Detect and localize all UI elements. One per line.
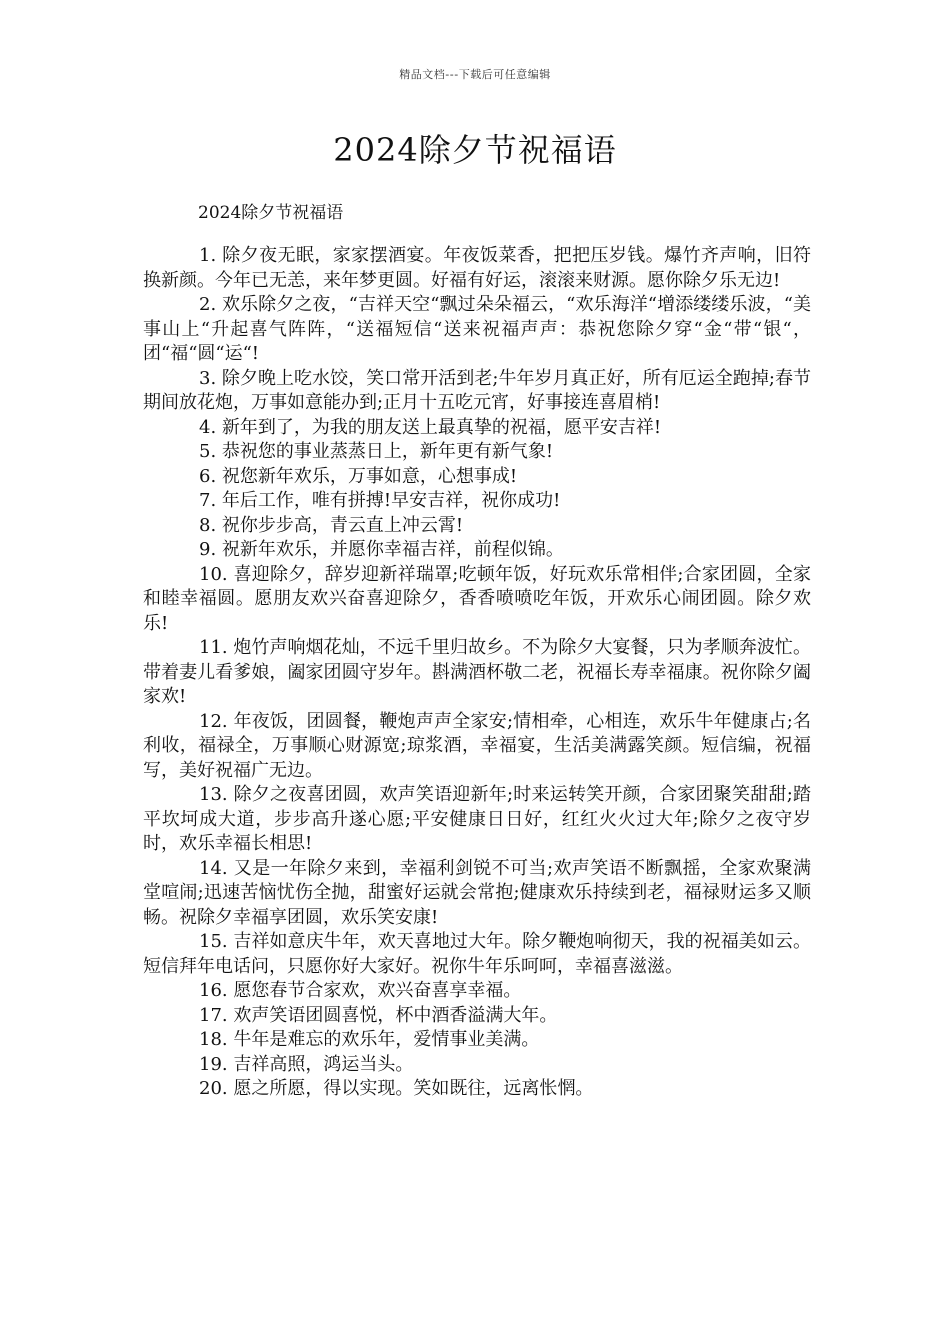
list-item: 15. 吉祥如意庆牛年，欢天喜地过大年。除夕鞭炮响彻天，我的祝福美如云。短信拜年电话问，只愿你好大家好。祝你牛年乐呵呵，幸福喜滋滋。 [143, 931, 811, 977]
list-item: 13. 除夕之夜喜团圆，欢声笑语迎新年;时来运转笑开颜，合家团聚笑甜甜;踏平坎坷成大道，步步高升遂心愿;平安健康日日好，红红火火过大年;除夕之夜守岁时，欢乐幸福长相思! [143, 784, 811, 854]
list-item: 16. 愿您春节合家欢，欢兴奋喜享幸福。 [199, 980, 522, 1001]
list-item: 20. 愿之所愿，得以实现。笑如既往，远离怅惘。 [199, 1078, 594, 1099]
list-item: 6. 祝您新年欢乐，万事如意，心想事成! [199, 465, 518, 487]
list-item: 8. 祝你步步高，青云直上冲云霄! [199, 514, 464, 536]
list-item: 9. 祝新年欢乐，并愿你幸福吉祥，前程似锦。 [199, 539, 564, 560]
list-item: 12. 年夜饭，团圆餐，鞭炮声声全家安;情相牵，心相连，欢乐牛年健康占;名利收，福禄全，万事顺心财源宽;琼浆酒，幸福宴，生活美满露笑颜。短信编，祝福写，美好祝福广无边。 [143, 710, 811, 781]
page-title: 2024除夕节祝福语 [333, 131, 617, 169]
list-item: 18. 牛年是难忘的欢乐年，爱情事业美满。 [199, 1029, 540, 1050]
list-item: 5. 恭祝您的事业蒸蒸日上，新年更有新气象! [199, 441, 554, 462]
list-item: 17. 欢声笑语团圆喜悦，杯中酒香溢满大年。 [199, 1004, 558, 1026]
subtitle: 2024除夕节祝福语 [198, 203, 344, 223]
list-item: 7. 年后工作，唯有拼搏!早安吉祥，祝你成功! [199, 490, 561, 511]
list-item: 14. 又是一年除夕来到，幸福利剑锐不可当;欢声笑语不断飘摇，全家欢聚满堂喧闹;迅速苦恼忧伤全抛，甜蜜好运就会常抱;健康欢乐持续到老，福禄财运多又顺畅。祝除夕幸福享团圆，欢乐笑安康! [143, 857, 811, 928]
list-item: 1. 除夕夜无眠，家家摆酒宴。年夜饭菜香，把把压岁钱。爆竹齐声响，旧符换新颜。今年已无恙，来年梦更圆。好福有好运，滚滚来财源。愿你除夕乐无边! [143, 245, 811, 291]
list-item: 4. 新年到了，为我的朋友送上最真挚的祝福，愿平安吉祥! [199, 416, 662, 438]
list-item: 11. 炮竹声响烟花灿，不远千里归故乡。不为除夕大宴餐，只为孝顺奔波忙。带着妻儿看爹娘，阖家团圆守岁年。斟满酒杯敬二老，祝福长寿幸福康。祝你除夕阖家欢! [143, 637, 811, 707]
list-item: 10. 喜迎除夕，辞岁迎新祥瑞罩;吃顿年饭，好玩欢乐常相伴;合家团圆，全家和睦幸福圆。愿朋友欢兴奋喜迎除夕，香香喷喷吃年饭，开欢乐心闹团圆。除夕欢乐! [143, 563, 811, 634]
blessing-list [143, 244, 811, 1102]
header-note: 精品文档---下载后可任意编辑 [399, 68, 551, 81]
list-item: 3. 除夕晚上吃水饺，笑口常开活到老;牛年岁月真正好，所有厄运全跑掉;春节期间放花炮，万事如意能办到;正月十五吃元宵，好事接连喜眉梢! [143, 367, 811, 413]
list-item: 2. 欢乐除夕之夜，“吉祥天空“飘过朵朵福云，“欢乐海洋“增添缕缕乐波，“美事山上“升起喜气阵阵，“送福短信“送来祝福声声：恭祝您除夕穿“金“带“银“，团“福“圆“运“! [143, 294, 811, 364]
list-item: 19. 吉祥高照，鸿运当头。 [199, 1053, 414, 1075]
